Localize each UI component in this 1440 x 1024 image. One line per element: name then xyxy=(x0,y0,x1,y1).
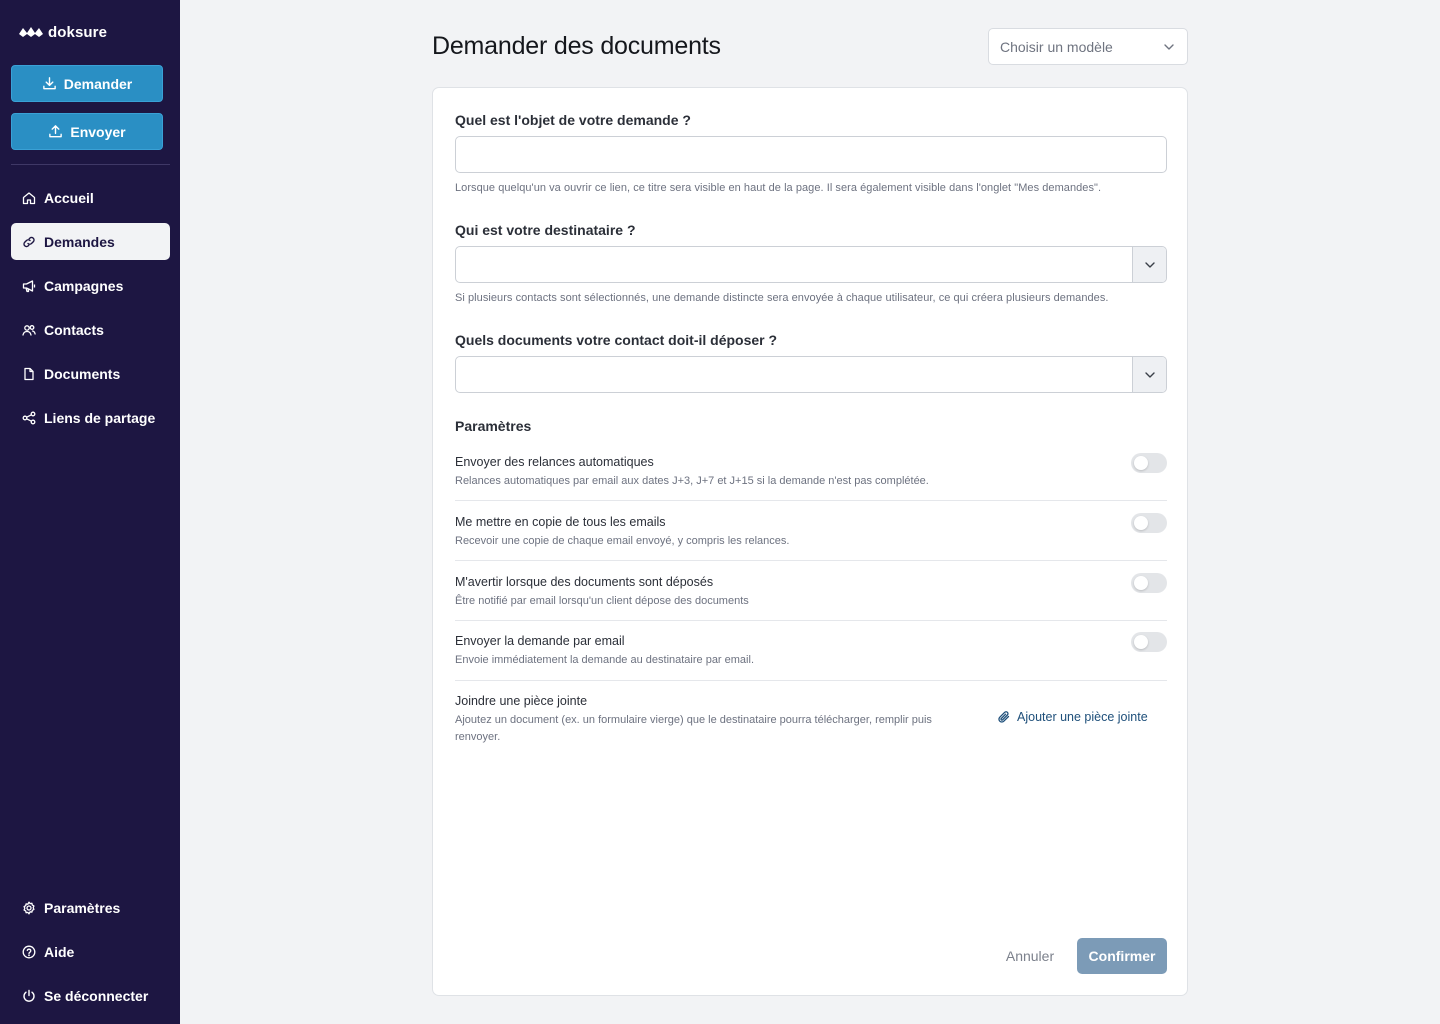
users-icon xyxy=(22,323,36,337)
download-icon xyxy=(42,76,57,91)
attachment-title: Joindre une pièce jointe xyxy=(455,694,588,708)
link-icon xyxy=(22,235,36,249)
setting-send-email-desc: Envoie immédiatement la demande au destinataire par email. xyxy=(455,654,754,666)
sidebar-item-campagnes[interactable] xyxy=(11,267,170,304)
documents-label: Quels documents votre contact doit-il déposer ? xyxy=(455,332,778,348)
confirm-button[interactable]: Confirmer xyxy=(1077,938,1167,974)
chevron-down-icon xyxy=(1163,41,1175,53)
toggle-upload-notify[interactable] xyxy=(1131,573,1167,593)
setting-divider xyxy=(455,620,1167,621)
sidebar-item-label: Documents xyxy=(44,365,121,382)
sidebar xyxy=(0,0,180,1024)
help-circle-icon xyxy=(22,945,36,959)
sidebar-divider xyxy=(11,164,170,165)
sidebar-item-label: Accueil xyxy=(44,189,94,206)
sidebar-item-documents[interactable] xyxy=(11,355,170,392)
sidebar-item-label: Aide xyxy=(44,943,75,960)
subject-help: Lorsque quelqu'un va ouvrir ce lien, ce titre sera visible en haut de la page. Il sera également visible dans l'onglet "Mes demandes". xyxy=(455,182,1102,194)
gear-icon xyxy=(22,901,36,915)
sidebar-item-label: Paramètres xyxy=(44,899,121,916)
request-button[interactable] xyxy=(11,65,163,102)
sidebar-item-label: Liens de partage xyxy=(44,409,156,426)
documents-select[interactable] xyxy=(455,356,1167,393)
subject-label: Quel est l'objet de votre demande ? xyxy=(455,112,691,128)
attachment-desc: Ajoutez un document (ex. un formulaire vierge) que le destinataire pourra télécharger, remplir puis renvoyer. xyxy=(455,714,932,743)
recipient-select-toggle[interactable] xyxy=(1132,247,1166,282)
sidebar-item-accueil[interactable] xyxy=(11,179,170,216)
cancel-button[interactable]: Annuler xyxy=(993,938,1067,974)
recipient-label: Qui est votre destinataire ? xyxy=(455,222,636,238)
logo-mark-icon xyxy=(18,25,44,39)
settings-section-title: Paramètres xyxy=(455,418,532,434)
chevron-down-icon xyxy=(1144,259,1156,271)
send-button[interactable] xyxy=(11,113,163,150)
toggle-cc-emails[interactable] xyxy=(1131,513,1167,533)
setting-auto-reminders-title: Envoyer des relances automatiques xyxy=(455,455,654,469)
logo-text: doksure xyxy=(48,23,108,41)
sidebar-item-liens-de-partage[interactable] xyxy=(11,399,170,436)
toggle-auto-reminders[interactable] xyxy=(1131,453,1167,473)
setting-divider xyxy=(455,560,1167,561)
paperclip-icon xyxy=(997,710,1011,724)
model-select-placeholder: Choisir un modèle xyxy=(1000,38,1113,55)
upload-icon xyxy=(48,124,63,139)
add-attachment-label: Ajouter une pièce jointe xyxy=(1017,710,1148,724)
power-icon xyxy=(22,989,36,1003)
page-title: Demander des documents xyxy=(432,32,721,60)
send-button-label: Envoyer xyxy=(70,123,126,140)
add-attachment-link[interactable] xyxy=(997,710,1148,724)
sidebar-item-label: Campagnes xyxy=(44,277,124,294)
sidebar-item-parametres[interactable] xyxy=(11,889,170,926)
home-icon xyxy=(22,191,36,205)
setting-upload-notify-title: M'avertir lorsque des documents sont déposés xyxy=(455,575,714,589)
setting-cc-emails-desc: Recevoir une copie de chaque email envoyé, y compris les relances. xyxy=(455,535,790,547)
setting-send-email-title: Envoyer la demande par email xyxy=(455,634,625,648)
megaphone-icon xyxy=(22,279,36,293)
setting-divider xyxy=(455,680,1167,681)
recipient-help: Si plusieurs contacts sont sélectionnés, une demande distincte sera envoyée à chaque utilisateur, ce qui créera plusieurs demandes. xyxy=(455,292,1109,304)
sidebar-item-label: Contacts xyxy=(44,321,104,338)
setting-divider xyxy=(455,500,1167,501)
sidebar-item-aide[interactable] xyxy=(11,933,170,970)
toggle-send-email[interactable] xyxy=(1131,632,1167,652)
sidebar-item-contacts[interactable] xyxy=(11,311,170,348)
sidebar-item-demandes[interactable] xyxy=(11,223,170,260)
request-form-card xyxy=(432,87,1188,996)
file-icon xyxy=(22,367,36,381)
request-button-label: Demander xyxy=(63,75,133,92)
subject-input[interactable] xyxy=(455,136,1167,173)
setting-auto-reminders-desc: Relances automatiques par email aux dates J+3, J+7 et J+15 si la demande n'est pas complétée. xyxy=(455,475,929,487)
documents-select-toggle[interactable] xyxy=(1132,357,1166,392)
share-icon xyxy=(22,411,36,425)
sidebar-item-label: Demandes xyxy=(44,233,115,250)
logo[interactable] xyxy=(18,22,107,42)
setting-cc-emails-title: Me mettre en copie de tous les emails xyxy=(455,515,666,529)
model-select[interactable] xyxy=(988,28,1188,65)
recipient-select[interactable] xyxy=(455,246,1167,283)
sidebar-item-se-deconnecter[interactable] xyxy=(11,977,170,1014)
chevron-down-icon xyxy=(1144,369,1156,381)
sidebar-item-label: Se déconnecter xyxy=(44,987,149,1004)
setting-upload-notify-desc: Être notifié par email lorsqu'un client dépose des documents xyxy=(455,595,749,607)
